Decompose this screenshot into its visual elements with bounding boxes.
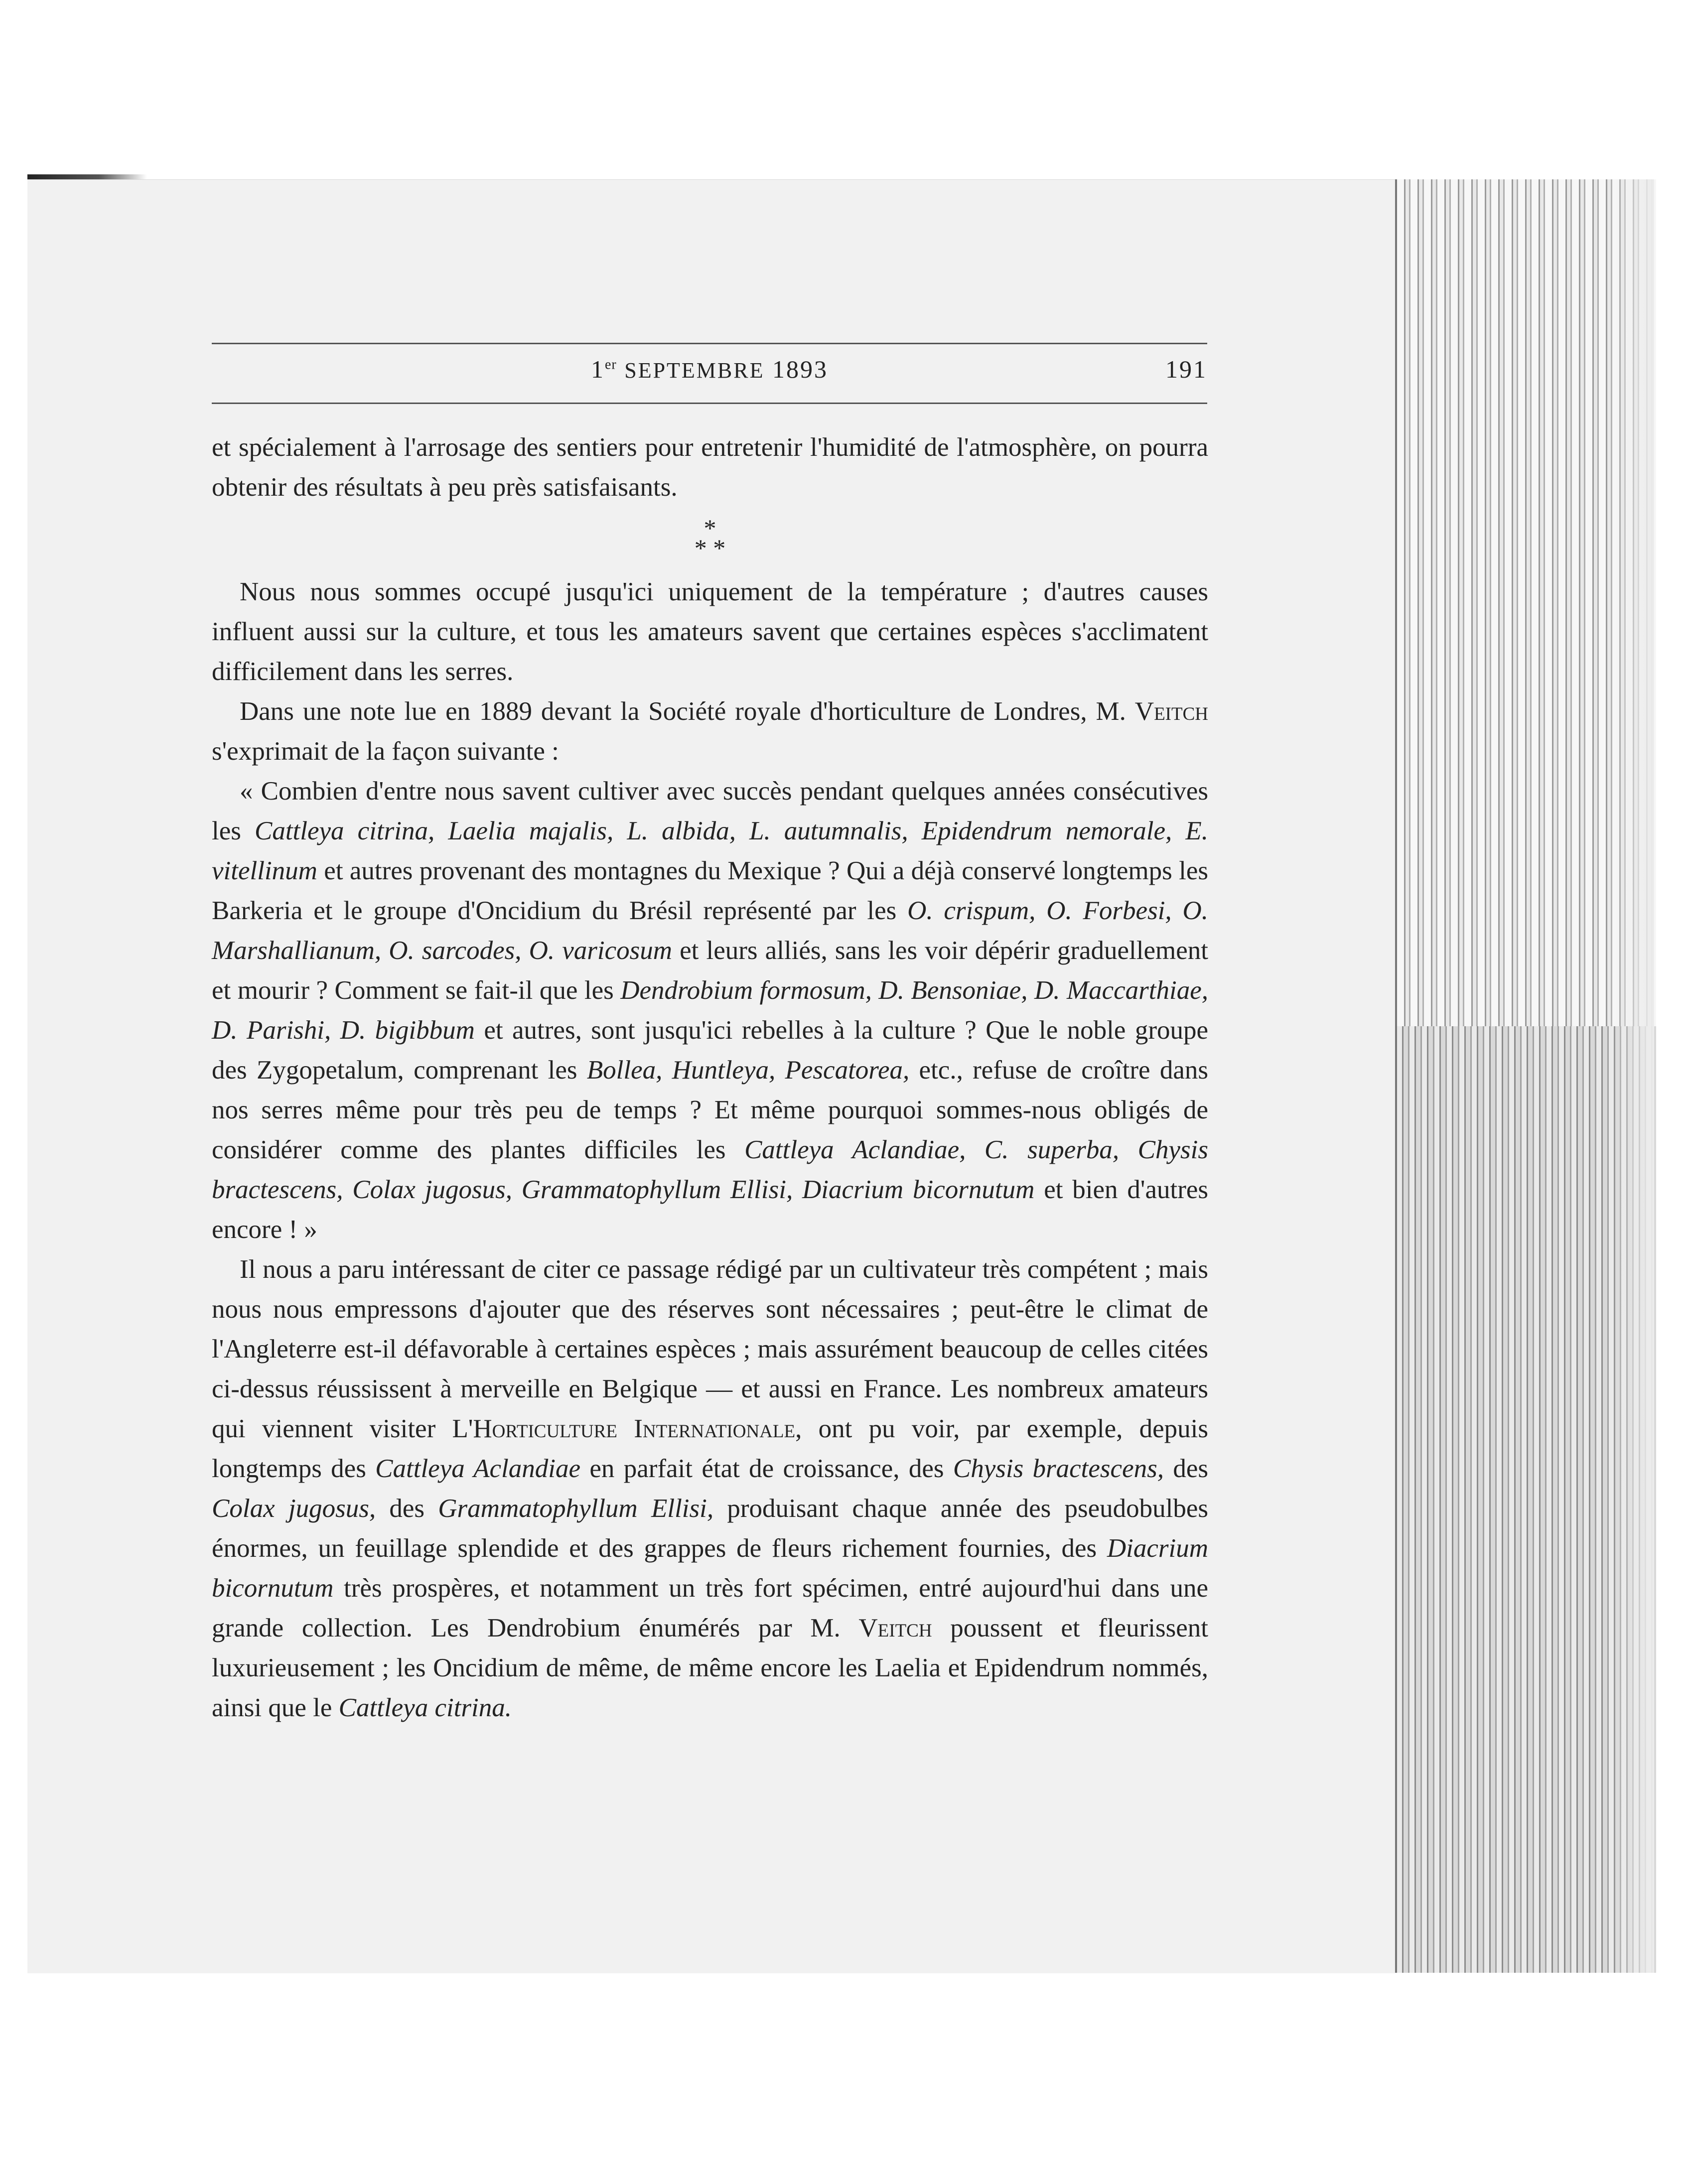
paragraph-1: et spécialement à l'arrosage des sentiers pour entretenir l'humidité de l'atmosphère, on pourra obtenir des résultats à peu près satisfaisants. [212,433,1208,502]
running-head [212,355,1207,395]
p4-run-7: Bollea, Huntleya, Pescatorea, [586,1056,910,1085]
p4-run-8: etc., refuse de croître dans nos serres même pour très peu de temps ? Et même pourquoi sommes-nous obligés de considérer comme des plantes difficiles les [212,1056,1209,1164]
p5-run-15: Cattleya citrina. [338,1693,512,1722]
p5-run-7: Colax jugosus, [212,1494,376,1523]
p5-run-8: des [376,1494,438,1523]
p5-run-6: des [1163,1454,1208,1483]
paragraph-3-text: Dans une note lue en 1889 devant la Société royale d'horticulture de Londres, M. [240,697,1135,726]
p5-run-12: très prospères, et notamment un très fort spécimen, entré aujourd'hui dans une grande collection. Les Dendrobium énumérés par M. [212,1574,1208,1642]
header-rule-top [212,343,1207,344]
p5-run-2: , ont pu voir, par exemple, depuis longtemps des [212,1414,1208,1483]
p5-run-5: Chysis bractescens, [953,1454,1164,1483]
asterism-top: * [704,514,716,542]
header-month: SEPTEMBRE [624,358,765,383]
p5-run-1: L'Horticulture Internationale [452,1414,796,1443]
p5-run-14: poussent et fleurissent luxurieusement ; les Oncidium de même, de même encore les Laelia et Epidendrum nommés, ainsi que le [212,1614,1208,1722]
paragraph-4-quote [212,771,1208,1249]
header-day: 1 [590,355,605,383]
p5-run-0: Il nous a paru intéressant de citer ce passage rédigé par un cultivateur très compétent ; mais nous nous empressons d'ajouter que des réserves sont nécessaires ; peut-être le climat de l'Angleterre est-il défavorable à certaines espèces ; mais assurément beaucoup de celles citées ci-dessus réussissent à merveille en Belgique — et aussi en France. Les nombreux amateurs qui viennent visiter [212,1255,1208,1443]
paragraph-2: Nous nous sommes occupé jusqu'ici uniquement de la température ; d'autres causes influent aussi sur la culture, et tous les amateurs savent que certaines espèces s'acclimatent difficilement dans les serres. [212,577,1208,686]
p4-run-0: « Combien d'entre nous savent cultiver avec succès pendant quelques années consécutives les [212,777,1208,845]
p4-run-3: O. crispum, O. Forbesi, O. Marshallianum, O. sarcodes, O. varicosum [212,896,1208,965]
p4-run-4: et leurs alliés, sans les voir dépérir graduellement et mourir ? Comment se fait-il que les [212,936,1208,1005]
paragraph-5 [212,1249,1208,1728]
p5-run-13: Veitch [858,1614,932,1642]
p4-run-9: Cattleya Aclandiae, C. superba, Chysis bractescens, Colax jugosus, Grammatophyllum Ellisi, Diacrium bicornutum [212,1135,1208,1204]
paragraph-3 [212,691,1208,771]
header-rule-bottom [212,403,1207,404]
p5-run-10: produisant chaque année des pseudobulbes énormes, un feuillage splendide et des grappes de fleurs richement fournies, des [212,1494,1209,1563]
body-text [212,427,1208,1728]
asterism-bottom: * * [694,534,726,562]
page-number: 191 [1165,355,1207,383]
author-name: Veitch [1134,697,1208,726]
p4-run-2: et autres provenant des montagnes du Mexique ? Qui a déjà conservé longtemps les Barkeria et le groupe d'Oncidium du Brésil représenté par les [212,856,1208,925]
p4-run-10: et bien d'autres encore ! » [212,1175,1208,1244]
p4-run-6: et autres, sont jusqu'ici rebelles à la culture ? Que le noble groupe des Zygopetalum, comprenant les [212,1016,1209,1085]
p4-run-1: Cattleya citrina, Laelia majalis, L. albida, L. autumnalis, Epidendrum nemorale, E. vitellinum [212,817,1208,885]
p5-run-11: Diacrium bicornutum [212,1534,1208,1603]
asterism [212,507,1208,572]
p5-run-3: Cattleya Aclandiae [375,1454,580,1483]
header-day-suffix: er [604,357,617,373]
p5-run-4: en parfait état de croissance, des [580,1454,953,1483]
running-title [212,355,1207,384]
p4-run-5: Dendrobium formosum, D. Bensoniae, D. Maccarthiae, D. Parishi, D. bigibbum [212,976,1208,1045]
header-year: 1893 [772,355,829,383]
page-edges-fade [1609,179,1654,1973]
p5-run-9: Grammatophyllum Ellisi, [438,1494,714,1523]
paragraph-3-end: s'exprimait de la façon suivante : [212,737,559,766]
